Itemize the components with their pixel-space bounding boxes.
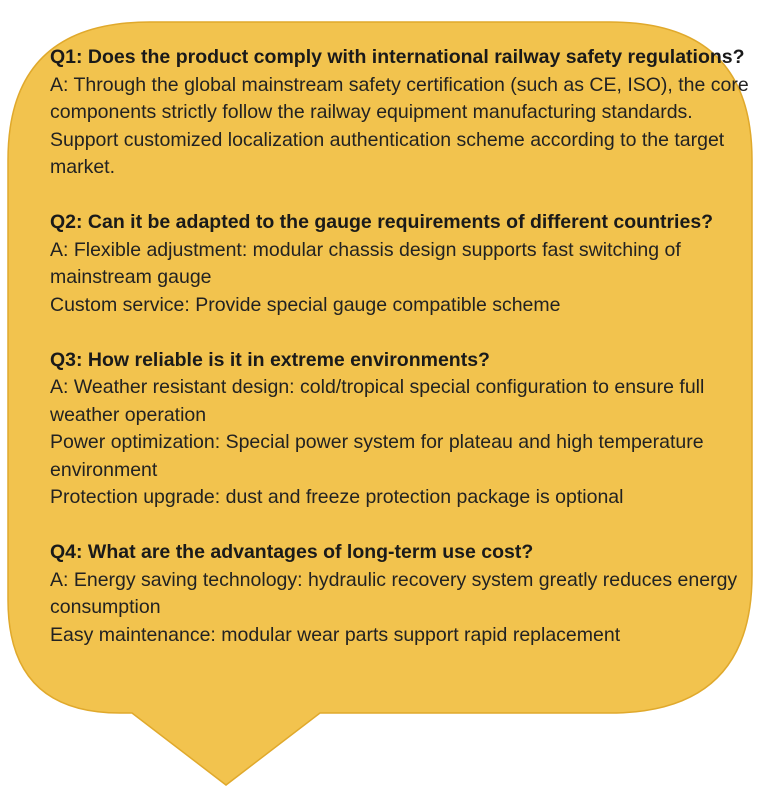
faq-question: Q4: What are the advantages of long-term use cost? — [50, 541, 534, 563]
faq-answer-line: A: Flexible adjustment: modular chassis design supports fast switching of mainstream gauge — [50, 238, 681, 288]
faq-answer-line: A: Energy saving technology: hydraulic recovery system greatly reduces energy consumption — [50, 568, 738, 618]
faq-answer-line: Custom service: Provide special gauge compatible scheme — [50, 293, 561, 316]
faq-question: Q1: Does the product comply with international railway safety regulations? — [50, 46, 745, 68]
faq-answer-line: A: Through the global mainstream safety certification (such as CE, ISO), the core components strictly follow the railway equipment manufacturing standards. Support customized localization authentication scheme according to the target market. — [50, 73, 749, 178]
faq-question: Q3: How reliable is it in extreme environments? — [50, 348, 490, 371]
faq-answer-line: Power optimization: Special power system for plateau and high temperature environment — [50, 431, 704, 481]
faq-item-q2 — [50, 209, 750, 319]
faq-answer-line: Easy maintenance: modular wear parts support rapid replacement — [50, 623, 621, 646]
faq-list — [50, 44, 750, 677]
faq-question: Q2: Can it be adapted to the gauge requirements of different countries? — [50, 211, 714, 233]
faq-item-q3 — [50, 347, 750, 512]
faq-item-q1 — [50, 44, 750, 182]
faq-answer-line: A: Weather resistant design: cold/tropical special configuration to ensure full weather operation — [50, 376, 705, 426]
faq-answer-line: Protection upgrade: dust and freeze protection package is optional — [50, 486, 624, 508]
faq-item-q4 — [50, 539, 750, 649]
